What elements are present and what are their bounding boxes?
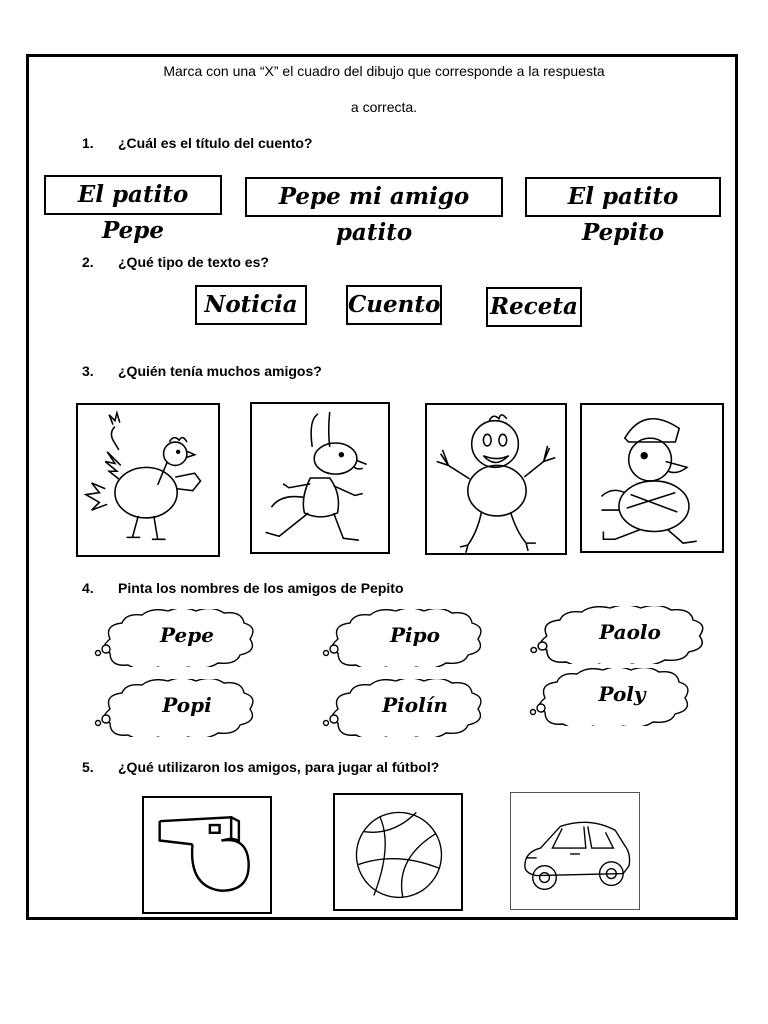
question-2 bbox=[82, 254, 269, 270]
ball-icon bbox=[335, 795, 461, 909]
question-text: ¿Qué tipo de texto es? bbox=[118, 254, 269, 270]
rooster-icon bbox=[78, 405, 218, 555]
option-chick[interactable] bbox=[425, 403, 567, 555]
question-5 bbox=[82, 759, 439, 775]
option-duckling[interactable] bbox=[580, 403, 724, 553]
option-title-2[interactable]: Pepe mi amigo patito bbox=[245, 177, 503, 217]
cloud-name-popi[interactable] bbox=[90, 679, 266, 737]
question-number: 3. bbox=[82, 363, 94, 379]
question-3 bbox=[82, 363, 322, 379]
option-type-receta[interactable]: Receta bbox=[486, 287, 582, 327]
friend-name: Paolo bbox=[599, 620, 661, 644]
question-1 bbox=[82, 135, 312, 151]
question-text: ¿Cuál es el título del cuento? bbox=[118, 135, 313, 151]
friend-name: Pepe bbox=[160, 623, 214, 647]
cloud-name-poly[interactable] bbox=[525, 668, 701, 726]
chick-icon bbox=[427, 405, 565, 553]
option-ball[interactable] bbox=[333, 793, 463, 911]
whistle-icon bbox=[144, 798, 270, 912]
question-text: Pinta los nombres de los amigos de Pepito bbox=[118, 580, 404, 596]
question-number: 5. bbox=[82, 759, 94, 775]
instructions-line-2: a correcta. bbox=[350, 99, 418, 115]
option-car[interactable] bbox=[510, 792, 640, 910]
rabbit-icon bbox=[252, 404, 388, 552]
option-whistle[interactable] bbox=[142, 796, 272, 914]
cloud-name-paolo[interactable] bbox=[525, 606, 717, 664]
cloud-name-pipo[interactable] bbox=[318, 609, 494, 667]
question-4 bbox=[82, 580, 404, 596]
friend-name: Popi bbox=[162, 693, 212, 717]
friend-name: Pipo bbox=[390, 623, 440, 647]
option-title-1[interactable]: El patito Pepe bbox=[44, 175, 222, 215]
instructions-line-1: Marca con una “X” el cuadro del dibujo que corresponde a la respuesta bbox=[163, 63, 605, 79]
cloud-name-pepe[interactable] bbox=[90, 609, 266, 667]
duckling-icon bbox=[582, 405, 722, 551]
option-type-noticia[interactable]: Noticia bbox=[195, 285, 307, 325]
question-number: 4. bbox=[82, 580, 94, 596]
car-icon bbox=[511, 793, 639, 909]
option-rabbit[interactable] bbox=[250, 402, 390, 554]
friend-name: Piolín bbox=[382, 693, 448, 717]
question-number: 2. bbox=[82, 254, 94, 270]
friend-name: Poly bbox=[598, 682, 646, 706]
question-text: ¿Qué utilizaron los amigos, para jugar al fútbol? bbox=[118, 759, 440, 775]
cloud-name-piolin[interactable] bbox=[318, 679, 494, 737]
question-text: ¿Quién tenía muchos amigos? bbox=[118, 363, 322, 379]
option-rooster[interactable] bbox=[76, 403, 220, 557]
question-number: 1. bbox=[82, 135, 94, 151]
option-type-cuento[interactable]: Cuento bbox=[346, 285, 442, 325]
option-title-3[interactable]: El patito Pepito bbox=[525, 177, 721, 217]
